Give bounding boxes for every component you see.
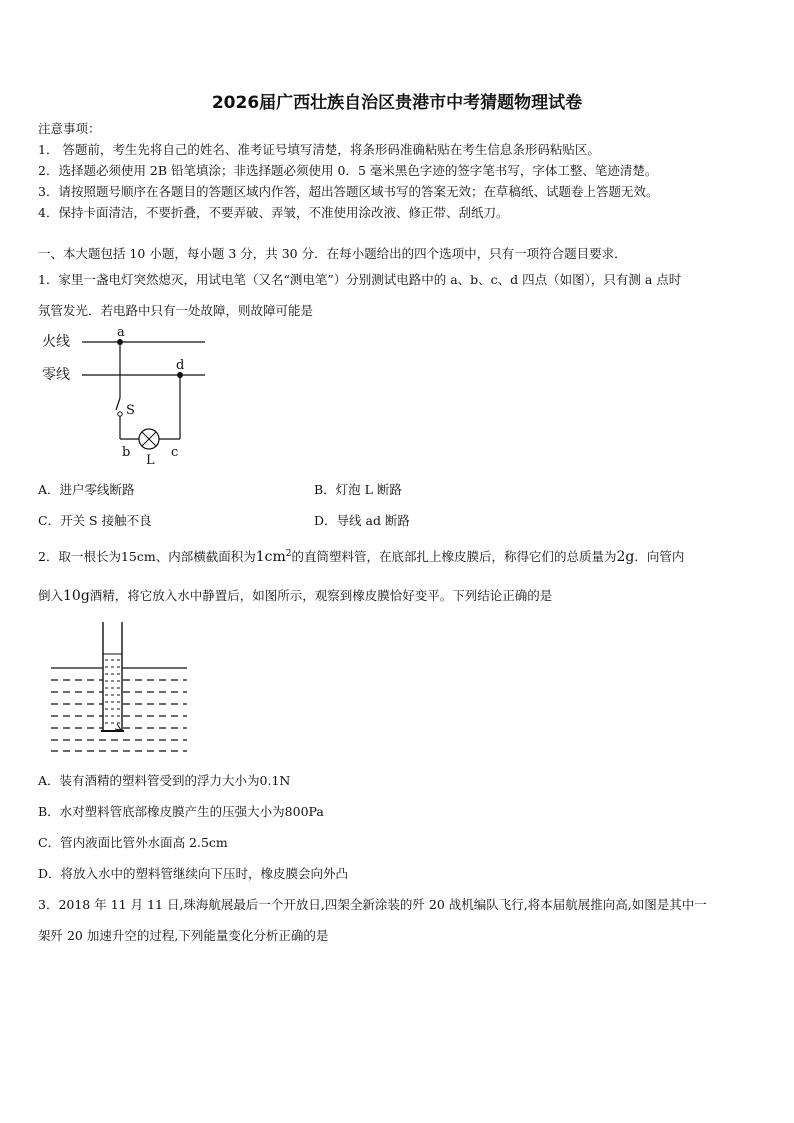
- q2-stem-line2: [38, 588, 764, 604]
- point-a-label: a: [117, 325, 125, 340]
- notice-item-2: 2．选择题必须使用 2B 铅笔填涂；非选择题必须使用 0．5 毫米黑色字迹的签字笔书写，字体工整、笔迹清楚。: [38, 163, 658, 178]
- switch-contact: [118, 412, 122, 416]
- section-heading: 一、本大题包括 10 小题，每小题 3 分，共 30 分．在每小题给出的四个选项中，只有一项符合题目要求．: [38, 246, 627, 261]
- notice-item-3: 3．请按照题号顺序在各题目的答题区域内作答，超出答题区域书写的答案无效；在草稿纸、试题卷上答题无效。: [38, 184, 659, 199]
- q1-stem-line1: 1．家里一盏电灯突然熄灭，用试电笔（又名“测电笔”）分别测试电路中的 a、b、c、d 四点（如图），只有测 a 点时: [38, 272, 682, 287]
- switch-label: S: [126, 403, 135, 418]
- q2-option-c: C．管内液面比管外水面高 2.5cm: [38, 835, 228, 850]
- notice-item-1: 1． 答题前，考生先将自己的姓名、准考证号填写清楚，将条形码准确粘贴在考生信息条形码粘贴区。: [38, 142, 600, 157]
- neutral-wire-label: 零线: [42, 367, 70, 383]
- point-b-label: b: [122, 445, 131, 460]
- q2-tube-diagram: [45, 620, 190, 755]
- q2-text-1: 2．取一根长为15cm、内部横截面积为: [38, 549, 256, 565]
- q1-circuit-diagram: [40, 322, 220, 467]
- q2-option-b: B．水对塑料管底部橡皮膜产生的压强大小为800Pa: [38, 804, 324, 819]
- q2-area: 1cm: [255, 549, 286, 566]
- switch-blade: [116, 398, 120, 410]
- q1-option-a: A．进户零线断路: [38, 482, 135, 497]
- q2-text-5: 酒精，将它放入水中静置后，如图所示，观察到橡皮膜恰好变平。下列结论正确的是: [89, 588, 553, 603]
- q2-option-d: D．将放入水中的塑料管继续向下压时，橡皮膜会向外凸: [38, 866, 349, 881]
- point-c-label: c: [171, 445, 179, 460]
- q3-stem-line2: 架歼 20 加速升空的过程,下列能量变化分析正确的是: [38, 928, 329, 943]
- notice-item-4: 4．保持卡面清洁，不要折叠，不要弄破、弄皱，不准使用涂改液、修正带、刮纸刀。: [38, 205, 509, 220]
- q2-area-exponent: 2: [285, 549, 292, 559]
- q2-text-4: 倒入: [38, 588, 64, 603]
- q1-option-b: B．灯泡 L 断路: [314, 482, 402, 497]
- live-wire-label: 火线: [42, 334, 70, 350]
- q2-option-a: A．装有酒精的塑料管受到的浮力大小为0.1N: [38, 773, 291, 788]
- q2-text-2: 的直筒塑料管，在底部扎上橡皮膜后，称得它们的总质量为: [291, 549, 617, 565]
- q2-stem-line1: [38, 546, 764, 565]
- q1-option-c: C．开关 S 接触不良: [38, 513, 152, 528]
- page-title: 2026届广西壮族自治区贵港市中考猜题物理试卷: [211, 93, 583, 113]
- q1-option-d: D．导线 ad 断路: [314, 513, 410, 528]
- q2-alcohol-mass: 10g: [63, 588, 90, 604]
- q3-stem-line1: 3．2018 年 11 月 11 日,珠海航展最后一个开放日,四架全新涂装的歼 20 战机编队飞行,将本届航展推向高,如图是其中一: [38, 897, 707, 912]
- lamp-label: L: [146, 453, 155, 468]
- notice-heading: 注意事项：: [38, 121, 101, 136]
- point-d-label: d: [176, 358, 185, 373]
- q2-mass: 2g: [616, 549, 635, 566]
- q1-stem-line2: 氖管发光．若电路中只有一处故障，则故障可能是: [38, 303, 314, 318]
- tube-interior: [103, 654, 122, 731]
- q2-text-3: ．向管内: [634, 549, 685, 565]
